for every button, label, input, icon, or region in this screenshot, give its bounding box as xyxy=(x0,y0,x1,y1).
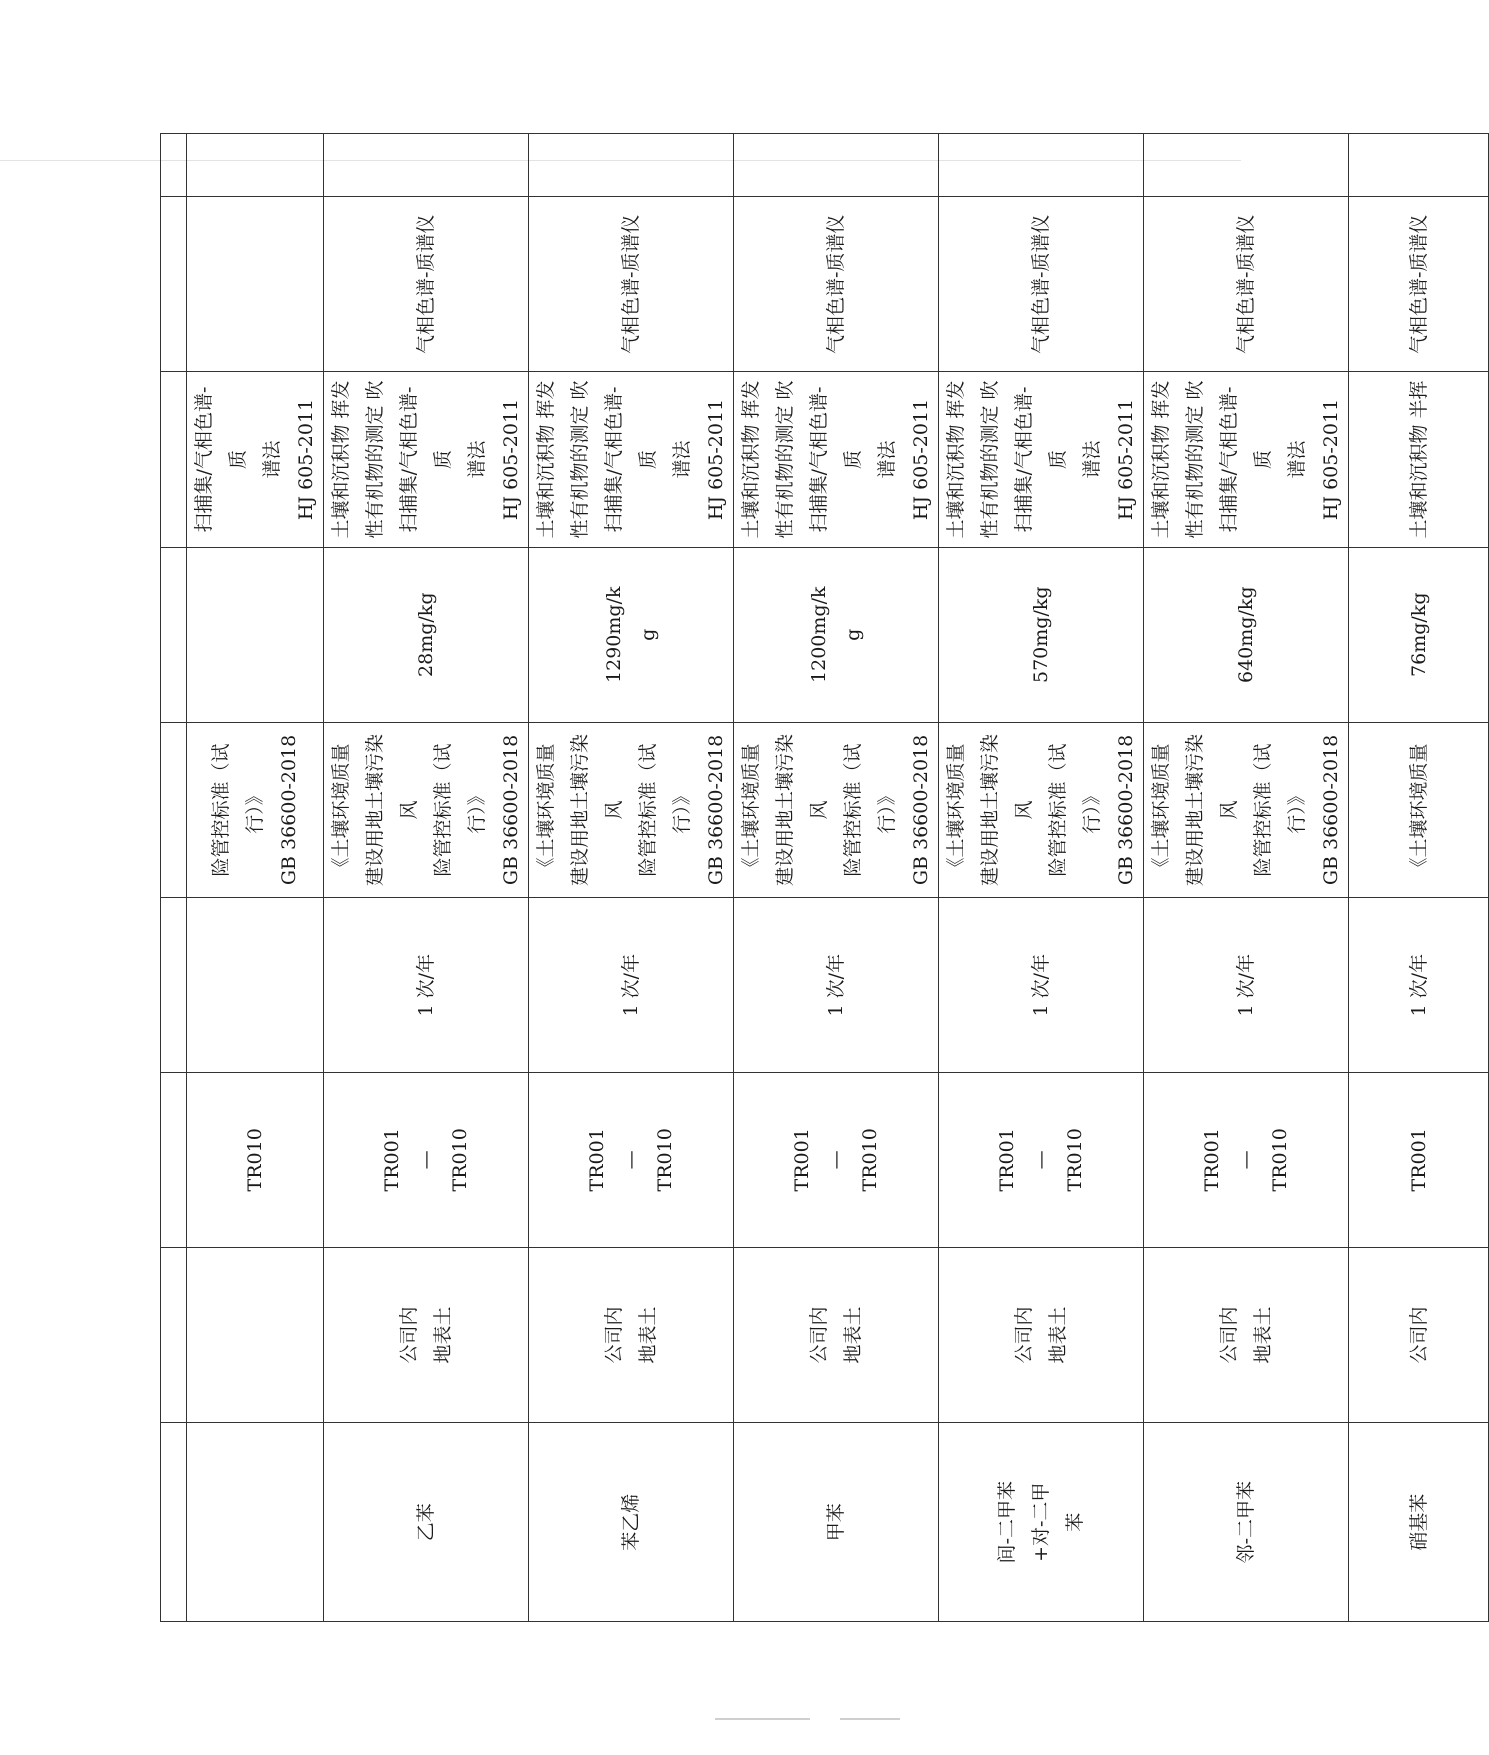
points-cell-line: TR010 xyxy=(654,1128,676,1192)
instrument-cell-line: 气相色谱-质谱仪 xyxy=(1030,214,1052,354)
standard-cell-line: GB 36600-2018 xyxy=(278,734,300,886)
remark-cell xyxy=(529,134,734,197)
frequency-cell xyxy=(939,898,1144,1073)
points-cell-line: TR010 xyxy=(1269,1128,1291,1192)
standard-cell-line: 建设用地土壤污染风 xyxy=(364,733,420,886)
points-cell-line: TR001 xyxy=(1201,1128,1223,1192)
table-row xyxy=(939,134,1144,1622)
standard-cell xyxy=(187,722,324,898)
instrument-cell-line: 气相色谱-质谱仪 xyxy=(1407,214,1430,354)
standard-cell-line: 建设用地土壤污染风 xyxy=(1184,733,1240,886)
empty-cell xyxy=(161,898,187,1073)
standard-cell-line: GB 36600-2018 xyxy=(1320,734,1342,886)
empty-cell xyxy=(161,372,187,548)
location-cell-line: 地表土 xyxy=(432,1306,454,1364)
pollutant-cell-line: 乙苯 xyxy=(415,1503,437,1542)
points-cell xyxy=(324,1073,529,1248)
pollutant-cell xyxy=(529,1423,734,1622)
method-cell-line: 扫捕集/气相色谱-质 xyxy=(398,386,454,533)
location-cell xyxy=(529,1247,734,1423)
points-cell-line: TR010 xyxy=(859,1128,881,1192)
pollutant-cell xyxy=(1144,1423,1349,1622)
instrument-cell xyxy=(734,197,939,372)
limit-cell-line: 28mg/kg xyxy=(415,592,437,677)
method-cell-line: 谱法 xyxy=(1081,440,1103,479)
standard-cell-line: GB 36600-2018 xyxy=(500,734,522,886)
standard-cell-line: 险管控标准（试行）》 xyxy=(432,743,488,877)
pollutant-cell-line: 邻-二甲苯 xyxy=(1235,1481,1257,1564)
method-cell-line: 土壤和沉积物 挥发 xyxy=(535,380,557,539)
frequency-cell xyxy=(1144,898,1349,1073)
instrument-cell xyxy=(1144,197,1349,372)
empty-cell xyxy=(161,197,187,372)
method-cell-line: HJ 605-2011 xyxy=(1320,398,1342,521)
standard-cell-line: 《土壤环境质量 xyxy=(1407,743,1430,877)
method-cell-line: 土壤和沉积物 半挥 xyxy=(1407,380,1430,539)
limit-cell-line: 76mg/kg xyxy=(1407,592,1430,677)
table-row xyxy=(324,134,529,1622)
location-cell-line: 公司内 xyxy=(1013,1306,1035,1364)
standard-cell xyxy=(1144,722,1349,898)
standard-cell-line: 建设用地土壤污染风 xyxy=(569,733,625,886)
scan-smudge xyxy=(840,1718,900,1720)
table-row xyxy=(734,134,939,1622)
method-cell-line: 扫捕集/气相色谱-质 xyxy=(193,386,249,533)
method-cell-line: 土壤和沉积物 挥发 xyxy=(740,380,762,539)
standard-cell-line: 险管控标准（试行）》 xyxy=(1047,743,1103,877)
method-cell-line: 谱法 xyxy=(876,440,898,479)
limit-cell-line: 640mg/kg xyxy=(1235,586,1257,683)
points-cell xyxy=(529,1073,734,1248)
standard-cell xyxy=(734,722,939,898)
frequency-cell-line: 1 次/年 xyxy=(415,953,437,1017)
limit-cell-line: 1200mg/k xyxy=(808,586,830,683)
frequency-cell-line: 1 次/年 xyxy=(1235,953,1257,1017)
empty-cell xyxy=(161,547,187,722)
method-cell-line: 土壤和沉积物 挥发 xyxy=(945,380,967,539)
instrument-cell xyxy=(529,197,734,372)
standard-cell-line: 《土壤环境质量 xyxy=(1150,743,1172,877)
location-cell-line: 公司内 xyxy=(398,1306,420,1364)
method-cell-line: 谱法 xyxy=(671,440,693,479)
standard-cell-line: 险管控标准（试行）》 xyxy=(210,743,266,877)
table-row xyxy=(187,134,324,1622)
standard-cell-line: GB 36600-2018 xyxy=(705,734,727,886)
limit-cell xyxy=(1349,547,1489,722)
points-cell-line: — xyxy=(415,1150,437,1170)
soil-monitoring-table xyxy=(160,133,1489,1622)
points-cell-line: — xyxy=(1235,1150,1257,1170)
standard-cell xyxy=(324,722,529,898)
pollutant-cell xyxy=(187,1423,324,1622)
frequency-cell-line: 1 次/年 xyxy=(620,953,642,1017)
limit-cell xyxy=(187,547,324,722)
standard-cell xyxy=(939,722,1144,898)
points-cell-line: — xyxy=(1030,1150,1052,1170)
method-cell-line: 性有机物的测定 吹 xyxy=(364,380,386,539)
location-cell-line: 地表土 xyxy=(637,1306,659,1364)
method-cell xyxy=(734,372,939,548)
location-cell-line: 公司内 xyxy=(1407,1306,1430,1364)
location-cell xyxy=(187,1247,324,1423)
remark-cell xyxy=(1144,134,1349,197)
points-cell-line: TR010 xyxy=(1064,1128,1086,1192)
frequency-cell xyxy=(324,898,529,1073)
points-cell-line: TR001 xyxy=(791,1128,813,1192)
method-cell-line: 谱法 xyxy=(1286,440,1308,479)
limit-cell-line: g xyxy=(637,628,659,641)
limit-cell-line: 570mg/kg xyxy=(1030,586,1052,683)
standard-cell-line: 《土壤环境质量 xyxy=(740,743,762,877)
pollutant-cell xyxy=(734,1423,939,1622)
points-cell xyxy=(1349,1073,1489,1248)
limit-cell xyxy=(734,547,939,722)
points-cell-line: — xyxy=(620,1150,642,1170)
limit-cell xyxy=(939,547,1144,722)
standard-cell-line: GB 36600-2018 xyxy=(910,734,932,886)
method-cell-line: HJ 605-2011 xyxy=(705,398,727,521)
location-cell-line: 公司内 xyxy=(808,1306,830,1364)
pollutant-cell xyxy=(1349,1423,1489,1622)
method-cell xyxy=(529,372,734,548)
frequency-cell-line: 1 次/年 xyxy=(1407,953,1430,1017)
empty-cell xyxy=(161,722,187,898)
method-cell xyxy=(939,372,1144,548)
pollutant-cell-line: 苯 xyxy=(1064,1512,1086,1532)
points-cell-line: TR001 xyxy=(996,1128,1018,1192)
standard-cell-line: 险管控标准（试行）》 xyxy=(842,743,898,877)
limit-cell xyxy=(1144,547,1349,722)
instrument-cell xyxy=(939,197,1144,372)
location-cell xyxy=(324,1247,529,1423)
method-cell xyxy=(324,372,529,548)
standard-cell-line: 建设用地土壤污染风 xyxy=(979,733,1035,886)
location-cell xyxy=(1349,1247,1489,1423)
method-cell-line: 性有机物的测定 吹 xyxy=(569,380,591,539)
points-cell-line: TR001 xyxy=(586,1128,608,1192)
standard-cell-line: 《土壤环境质量 xyxy=(535,743,557,877)
method-cell-line: 扫捕集/气相色谱-质 xyxy=(1218,386,1274,533)
points-cell xyxy=(1144,1073,1349,1248)
empty-cell xyxy=(161,1073,187,1248)
standard-cell xyxy=(1349,722,1489,898)
method-cell-line: 谱法 xyxy=(466,440,488,479)
frequency-cell-line: 1 次/年 xyxy=(825,953,847,1017)
table-row xyxy=(1144,134,1349,1622)
frequency-cell xyxy=(529,898,734,1073)
points-cell-line: TR001 xyxy=(381,1128,403,1192)
standard-cell xyxy=(529,722,734,898)
instrument-cell xyxy=(187,197,324,372)
standard-cell-line: 《土壤环境质量 xyxy=(945,743,967,877)
empty-cell xyxy=(161,1247,187,1423)
remark-cell xyxy=(939,134,1144,197)
table-row xyxy=(529,134,734,1622)
frequency-cell xyxy=(1349,898,1489,1073)
remark-cell xyxy=(734,134,939,197)
limit-cell-line: 1290mg/k xyxy=(603,586,625,683)
method-cell-line: 扫捕集/气相色谱-质 xyxy=(1013,386,1069,533)
empty-cell xyxy=(161,1423,187,1622)
standard-cell-line: GB 36600-2018 xyxy=(1115,734,1137,886)
pollutant-cell-line: 硝基苯 xyxy=(1407,1493,1430,1551)
points-cell-line: TR010 xyxy=(449,1128,471,1192)
pollutant-cell-line: 间-二甲苯 xyxy=(996,1481,1018,1564)
method-cell-line: HJ 605-2011 xyxy=(1115,398,1137,521)
method-cell xyxy=(1349,372,1489,548)
table-row xyxy=(161,134,187,1622)
method-cell-line: HJ 605-2011 xyxy=(500,398,522,521)
method-cell xyxy=(187,372,324,548)
instrument-cell-line: 气相色谱-质谱仪 xyxy=(825,214,847,354)
standard-cell-line: 《土壤环境质量 xyxy=(330,743,352,877)
standard-cell-line: 险管控标准（试行）》 xyxy=(1252,743,1308,877)
location-cell-line: 公司内 xyxy=(603,1306,625,1364)
pollutant-cell-line: 苯乙烯 xyxy=(620,1493,642,1551)
frequency-cell-line: 1 次/年 xyxy=(1030,953,1052,1017)
limit-cell-line: g xyxy=(842,628,864,641)
points-cell xyxy=(734,1073,939,1248)
location-cell xyxy=(734,1247,939,1423)
method-cell-line: HJ 605-2011 xyxy=(295,398,317,521)
frequency-cell xyxy=(734,898,939,1073)
remark-cell xyxy=(1349,134,1489,197)
points-cell-line: TR001 xyxy=(1407,1128,1430,1192)
table-row xyxy=(1349,134,1489,1622)
pollutant-cell xyxy=(939,1423,1144,1622)
method-cell-line: 性有机物的测定 吹 xyxy=(979,380,1001,539)
location-cell xyxy=(939,1247,1144,1423)
method-cell-line: 扫捕集/气相色谱-质 xyxy=(808,386,864,533)
method-cell-line: 谱法 xyxy=(261,440,283,479)
pollutant-cell xyxy=(324,1423,529,1622)
points-cell-line: — xyxy=(825,1150,847,1170)
points-cell xyxy=(939,1073,1144,1248)
limit-cell xyxy=(324,547,529,722)
instrument-cell-line: 气相色谱-质谱仪 xyxy=(415,214,437,354)
pollutant-cell-line: 甲苯 xyxy=(825,1503,847,1542)
instrument-cell-line: 气相色谱-质谱仪 xyxy=(1235,214,1257,354)
points-cell-line: TR010 xyxy=(244,1128,266,1192)
method-cell-line: 扫捕集/气相色谱-质 xyxy=(603,386,659,533)
method-cell-line: 性有机物的测定 吹 xyxy=(774,380,796,539)
pollutant-cell-line: +对-二甲 xyxy=(1030,1482,1052,1562)
method-cell-line: 土壤和沉积物 挥发 xyxy=(1150,380,1172,539)
standard-cell-line: 险管控标准（试行）》 xyxy=(637,743,693,877)
scan-smudge xyxy=(715,1718,810,1720)
method-cell xyxy=(1144,372,1349,548)
location-cell-line: 地表土 xyxy=(1047,1306,1069,1364)
method-cell-line: 性有机物的测定 吹 xyxy=(1184,380,1206,539)
location-cell-line: 地表土 xyxy=(1252,1306,1274,1364)
location-cell-line: 公司内 xyxy=(1218,1306,1240,1364)
points-cell xyxy=(187,1073,324,1248)
instrument-cell xyxy=(1349,197,1489,372)
remark-cell xyxy=(187,134,324,197)
limit-cell xyxy=(529,547,734,722)
frequency-cell xyxy=(187,898,324,1073)
empty-cell xyxy=(161,134,187,197)
remark-cell xyxy=(324,134,529,197)
method-cell-line: 土壤和沉积物 挥发 xyxy=(330,380,352,539)
instrument-cell xyxy=(324,197,529,372)
method-cell-line: HJ 605-2011 xyxy=(910,398,932,521)
location-cell-line: 地表土 xyxy=(842,1306,864,1364)
instrument-cell-line: 气相色谱-质谱仪 xyxy=(620,214,642,354)
location-cell xyxy=(1144,1247,1349,1423)
standard-cell-line: 建设用地土壤污染风 xyxy=(774,733,830,886)
rotated-page xyxy=(160,133,1430,1622)
